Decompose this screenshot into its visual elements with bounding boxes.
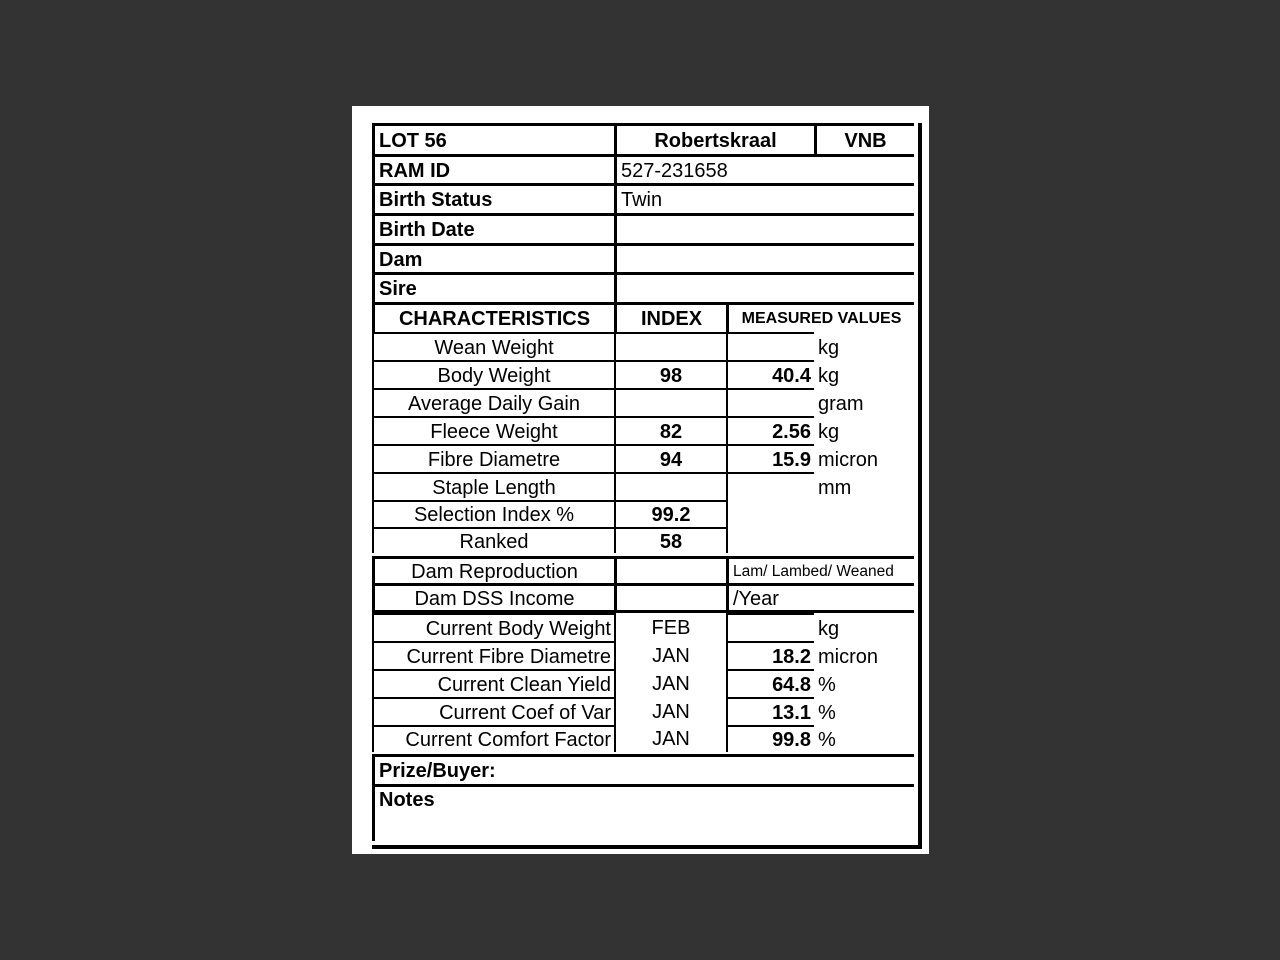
trait-unit: kg xyxy=(814,362,914,388)
trait-index xyxy=(614,332,726,360)
farm-name: Robertskraal xyxy=(614,123,814,154)
current-measure-name: Current Comfort Factor xyxy=(372,725,614,752)
trait-index: 82 xyxy=(614,416,726,444)
current-measure-value: 64.8 xyxy=(726,669,814,697)
selection-index: 58 xyxy=(614,527,726,553)
trait-index: 98 xyxy=(614,360,726,388)
current-measure-unit: kg xyxy=(814,615,914,641)
current-measure-name: Current Fibre Diametre xyxy=(372,641,614,669)
current-measure-name: Current Clean Yield xyxy=(372,669,614,697)
birth-date-value xyxy=(614,213,914,243)
current-section-top-rule xyxy=(372,610,914,613)
measured-values-header: MEASURED VALUES xyxy=(726,302,914,332)
trait-unit: kg xyxy=(814,418,914,444)
selection-index: 99.2 xyxy=(614,500,726,527)
dam-row-index xyxy=(614,556,726,583)
current-measure-unit: micron xyxy=(814,643,914,669)
trait-name: Wean Weight xyxy=(372,332,614,360)
sire-value xyxy=(614,272,914,302)
current-measure-month: JAN xyxy=(614,669,726,697)
dam-row-note: /Year xyxy=(726,583,914,610)
dam-value xyxy=(614,243,914,272)
selection-name: Selection Index % xyxy=(372,500,614,527)
trait-index xyxy=(614,388,726,416)
trait-index: 94 xyxy=(614,444,726,472)
prize-buyer-label: Prize/Buyer: xyxy=(372,754,914,784)
current-measure-unit: % xyxy=(814,699,914,725)
trait-name: Average Daily Gain xyxy=(372,388,614,416)
lot-table xyxy=(372,123,922,849)
current-measure-name: Current Coef of Var xyxy=(372,697,614,725)
current-measure-value xyxy=(726,613,814,641)
trait-name: Fleece Weight xyxy=(372,416,614,444)
trait-value xyxy=(726,388,814,416)
dam-row-name: Dam DSS Income xyxy=(372,583,614,610)
current-measure-value: 99.8 xyxy=(726,725,814,752)
current-measure-unit: % xyxy=(814,671,914,697)
characteristics-header: CHARACTERISTICS xyxy=(372,302,614,332)
trait-value: 2.56 xyxy=(726,416,814,444)
trait-unit: kg xyxy=(814,334,914,360)
breeder-code: VNB xyxy=(814,123,914,154)
selection-empty-cell xyxy=(726,497,914,553)
current-measure-name: Current Body Weight xyxy=(372,613,614,641)
selection-name: Ranked xyxy=(372,527,614,553)
current-measure-month: FEB xyxy=(614,613,726,641)
trait-name: Staple Length xyxy=(372,472,614,500)
trait-index xyxy=(614,472,726,500)
trait-value xyxy=(726,332,814,360)
trait-unit: micron xyxy=(814,446,914,472)
trait-value: 15.9 xyxy=(726,444,814,472)
trait-unit: mm xyxy=(814,474,914,500)
trait-name: Fibre Diametre xyxy=(372,444,614,472)
ram-id-label: RAM ID xyxy=(372,154,614,183)
current-measure-value: 18.2 xyxy=(726,641,814,669)
dam-label: Dam xyxy=(372,243,614,272)
trait-value xyxy=(726,472,814,500)
trait-value: 40.4 xyxy=(726,360,814,388)
dam-row-name: Dam Reproduction xyxy=(372,556,614,583)
current-measure-month: JAN xyxy=(614,697,726,725)
current-measure-month: JAN xyxy=(614,725,726,752)
notes-label: Notes xyxy=(372,784,914,841)
lot-number: LOT 56 xyxy=(372,123,614,154)
birth-status-value: Twin xyxy=(614,183,914,213)
birth-status-label: Birth Status xyxy=(372,183,614,213)
sire-label: Sire xyxy=(372,272,614,302)
current-measure-month: JAN xyxy=(614,641,726,669)
trait-unit: gram xyxy=(814,390,914,416)
dam-row-index xyxy=(614,583,726,610)
current-measure-unit: % xyxy=(814,727,914,752)
lot-card xyxy=(352,106,929,854)
current-measure-value: 13.1 xyxy=(726,697,814,725)
trait-name: Body Weight xyxy=(372,360,614,388)
birth-date-label: Birth Date xyxy=(372,213,614,243)
dam-row-note: Lam/ Lambed/ Weaned xyxy=(726,556,914,583)
index-header: INDEX xyxy=(614,302,726,332)
ram-id-value: 527-231658 xyxy=(614,154,914,183)
